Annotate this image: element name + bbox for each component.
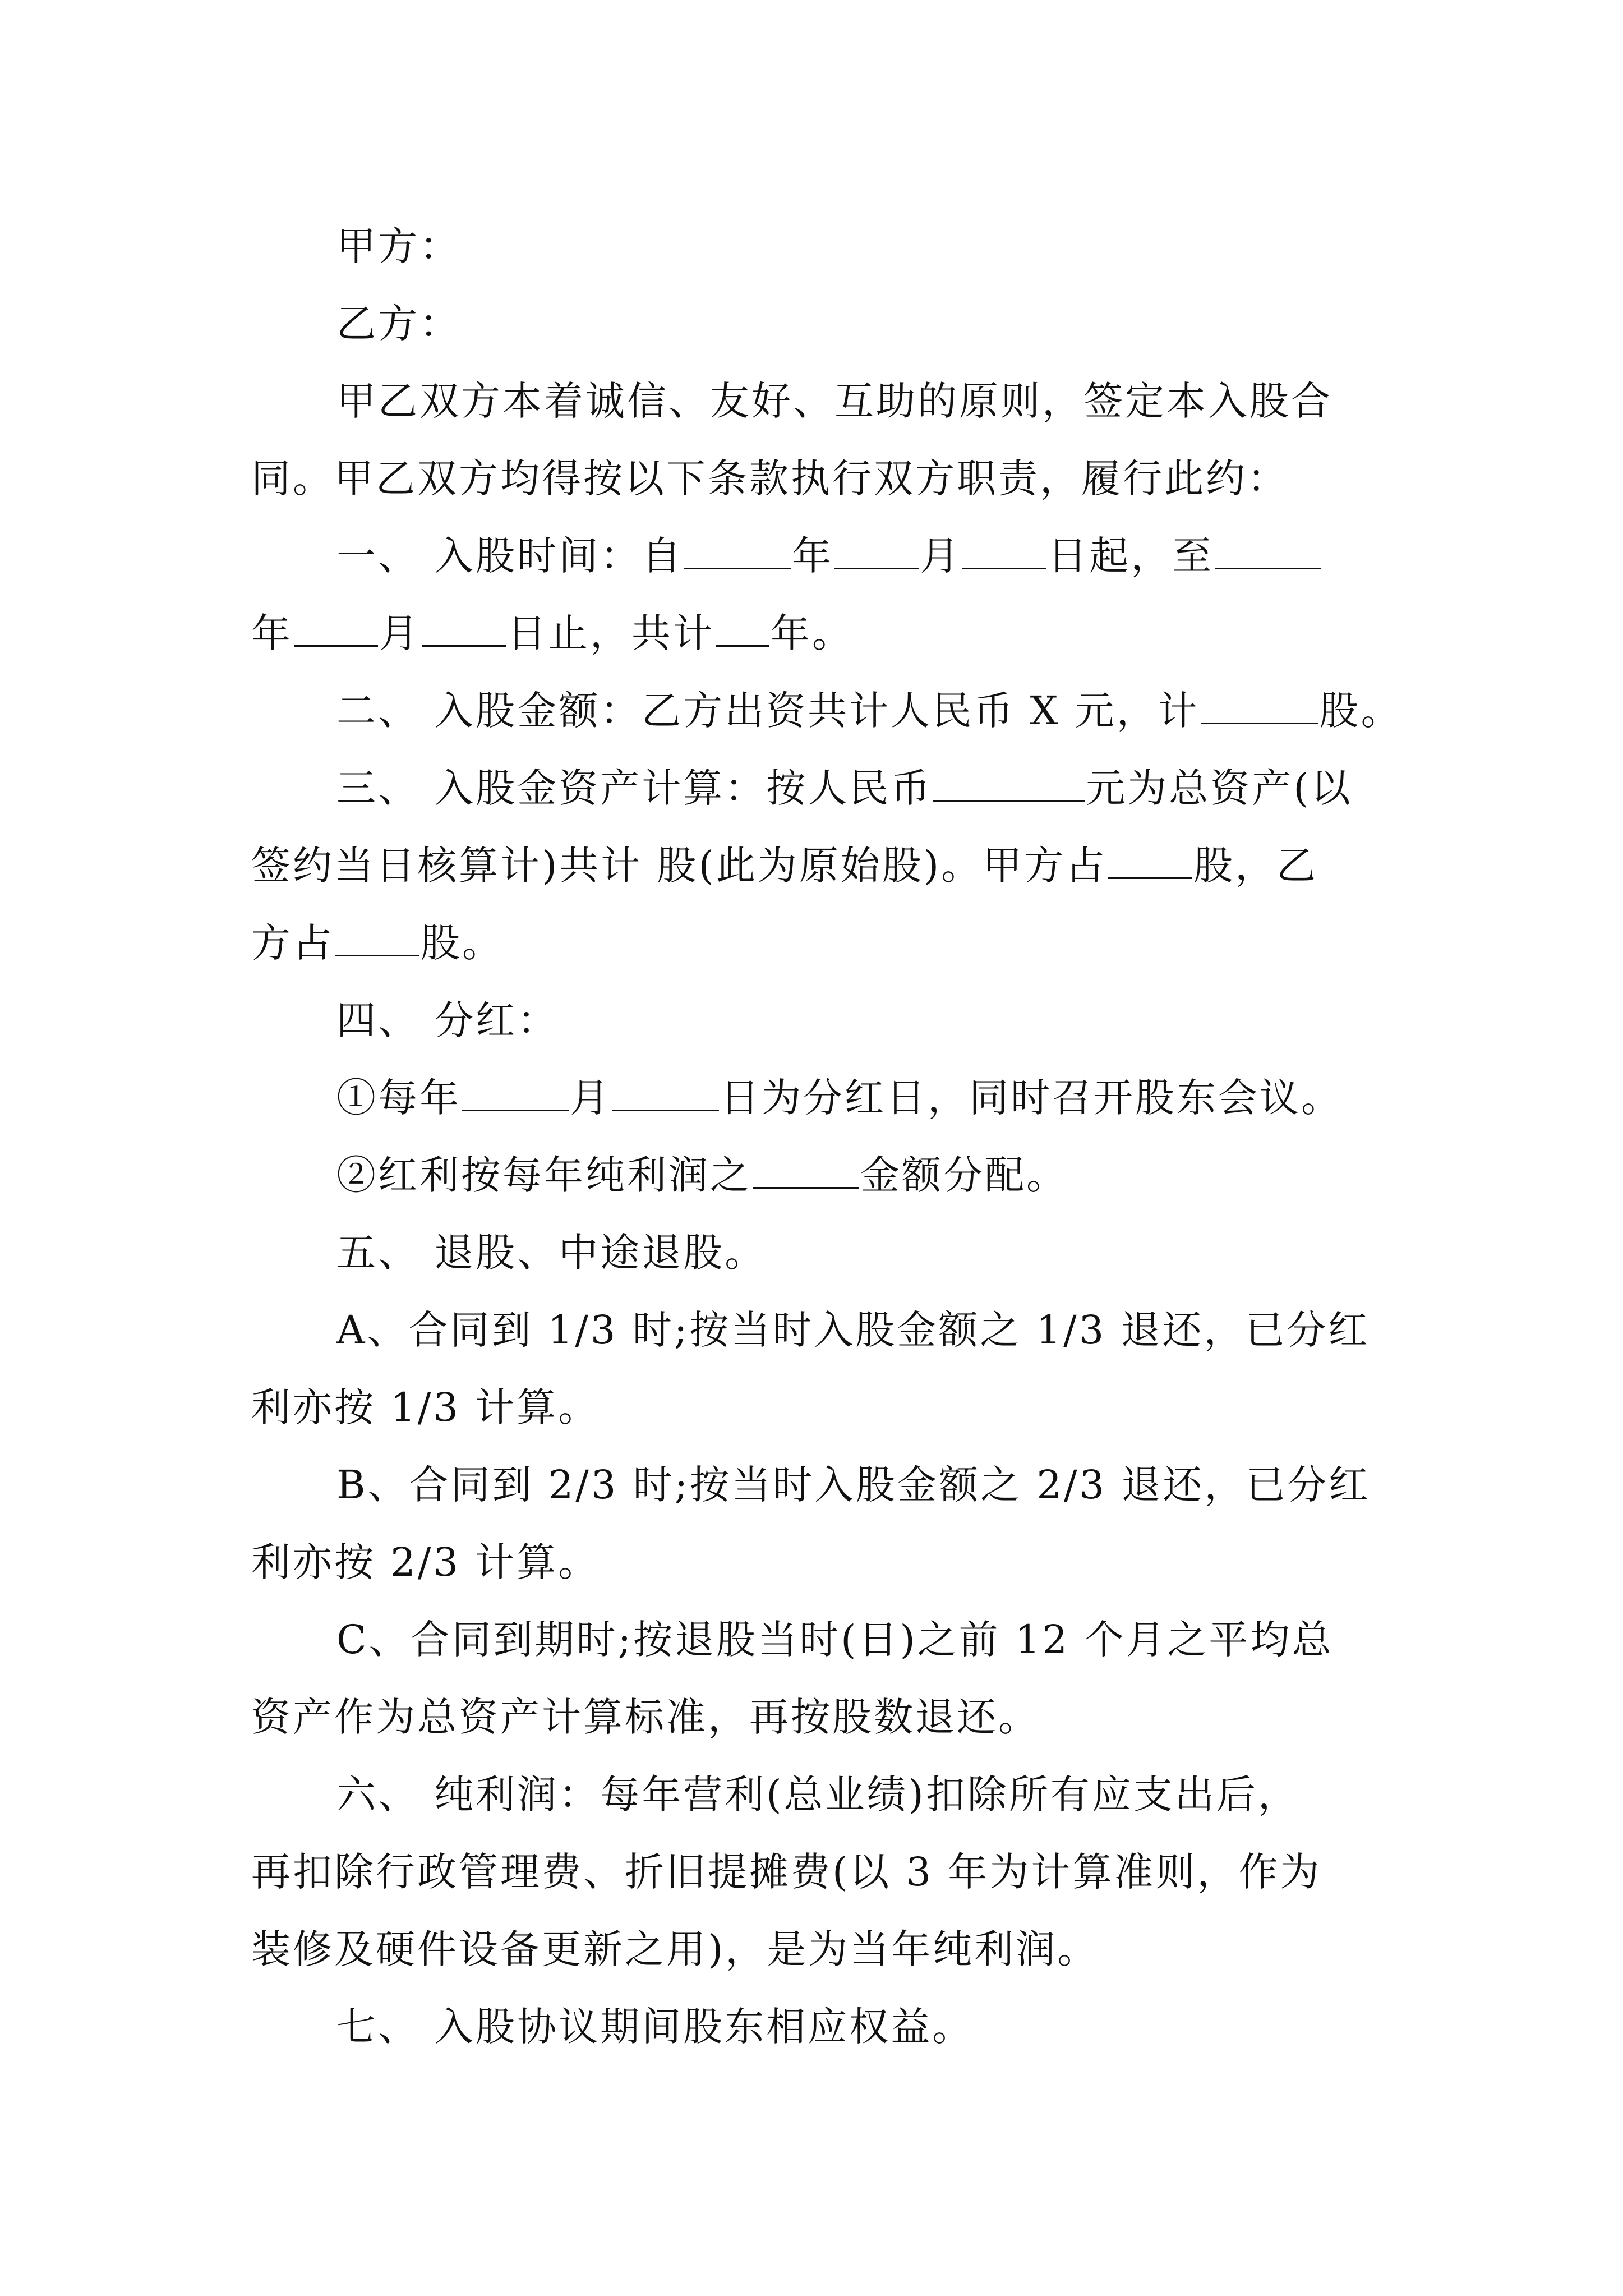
s5-b-text-2: 利亦按 2/3 计算。 [251,1539,600,1585]
s3-text-e: 方占 [251,920,334,966]
s1-text-b: 年 [792,533,834,579]
s3-text-c: 签约当日核算计)共计 股(此为原始股)。甲方占 [251,843,1108,889]
dividend-month-blank [462,1074,569,1111]
s1-text-e: 年 [251,610,293,656]
party-a-line [251,208,1378,285]
section-5-a-line-1 [251,1291,1378,1369]
s3-text-b: 元为总资产(以 [1086,765,1353,811]
shares-blank [1201,687,1318,724]
section-5-b-line-2 [251,1524,1378,1601]
section-5-c-line-1 [251,1601,1378,1678]
section-3-line-2 [251,827,1378,904]
s4-2-text-a: ②红利按每年纯利润之 [336,1152,751,1198]
section-6-line-1 [251,1756,1378,1833]
s3-text-a: 三、 入股金资产计算：按人民币 [336,765,933,811]
s7-title-text: 七、 入股协议期间股东相应权益。 [336,2004,974,2050]
s1-text-a: 一、 入股时间：自 [336,533,684,579]
party-b-shares-blank [335,919,419,956]
section-1-line-2 [251,595,1378,672]
party-b-label: 乙方： [336,301,461,347]
s6-text-1: 六、 纯利润：每年营利(总业绩)扣除所有应支出后， [336,1772,1299,1818]
contract-body [251,208,1403,2065]
section-4-item-1 [251,1059,1378,1137]
s1-text-c: 月 [920,533,962,579]
s6-text-3: 装修及硬件设备更新之用)，是为当年纯利润。 [251,1926,1099,1972]
s1-text-h: 年。 [771,610,854,656]
section-6-line-3 [251,1911,1378,1988]
party-a-shares-blank [1108,841,1192,879]
s4-2-text-b: 金额分配。 [860,1152,1068,1198]
intro-text-1: 甲乙双方本着诚信、友好、互助的原则，签定本入股合 [336,378,1332,424]
section-4-title [251,982,1378,1059]
party-a-label: 甲方： [336,223,461,269]
intro-text-2: 同。甲乙双方均得按以下条款执行双方职责，履行此约： [251,455,1289,501]
section-5-c-line-2 [251,1678,1378,1756]
party-b-line [251,285,1378,362]
s3-text-f: 股。 [421,920,504,966]
end-year-blank [1215,532,1321,569]
total-assets-blank [933,764,1085,802]
s4-1-text-a: ①每年 [336,1075,461,1121]
s4-title-text: 四、 分红： [336,997,559,1043]
dividend-day-blank [612,1074,719,1111]
s3-text-d: 股，乙 [1193,843,1318,889]
s4-1-text-b: 月 [570,1075,611,1121]
profit-share-blank [753,1151,859,1189]
section-3-line-3 [251,904,1378,982]
s5-a-text-2: 利亦按 1/3 计算。 [251,1384,600,1430]
section-5-b-line-1 [251,1446,1378,1524]
intro-line-2 [251,440,1378,517]
s5-title-text: 五、 退股、中途退股。 [336,1230,767,1276]
start-month-blank [834,532,919,569]
s1-text-d: 日起，至 [1048,533,1214,579]
s6-text-2: 再扣除行政管理费、折旧提摊费(以 3 年为计算准则，作为 [251,1849,1322,1895]
section-6-line-2 [251,1833,1378,1911]
s5-b-text-1: B、合同到 2/3 时;按当时入股金额之 2/3 退还，已分红 [336,1462,1371,1508]
section-5-title [251,1214,1378,1291]
s5-a-text-1: A、合同到 1/3 时;按当时入股金额之 1/3 退还，已分红 [336,1307,1370,1353]
s5-c-text-2: 资产作为总资产计算标准，再按股数退还。 [251,1694,1040,1740]
s2-text-b: 股。 [1319,688,1403,734]
section-2-line [251,672,1403,749]
section-7-title [251,1988,1378,2065]
total-years-blank [716,609,769,647]
intro-line-1 [251,362,1378,440]
s4-1-text-c: 日为分红日，同时召开股东会议。 [720,1075,1343,1121]
s1-text-f: 月 [379,610,421,656]
end-day-blank [422,609,506,647]
s1-text-g: 日止，共计 [507,610,714,656]
s5-c-text-1: C、合同到期时;按退股当时(日)之前 12 个月之平均总 [336,1617,1334,1663]
s2-text-a: 二、 入股金额：乙方出资共计人民币 X 元，计 [336,688,1200,734]
start-day-blank [962,532,1046,569]
end-month-blank [294,609,378,647]
section-3-line-1 [251,749,1378,827]
start-year-blank [684,532,791,569]
section-5-a-line-2 [251,1369,1378,1446]
section-1-line-1 [251,517,1378,595]
section-4-item-2 [251,1137,1378,1214]
